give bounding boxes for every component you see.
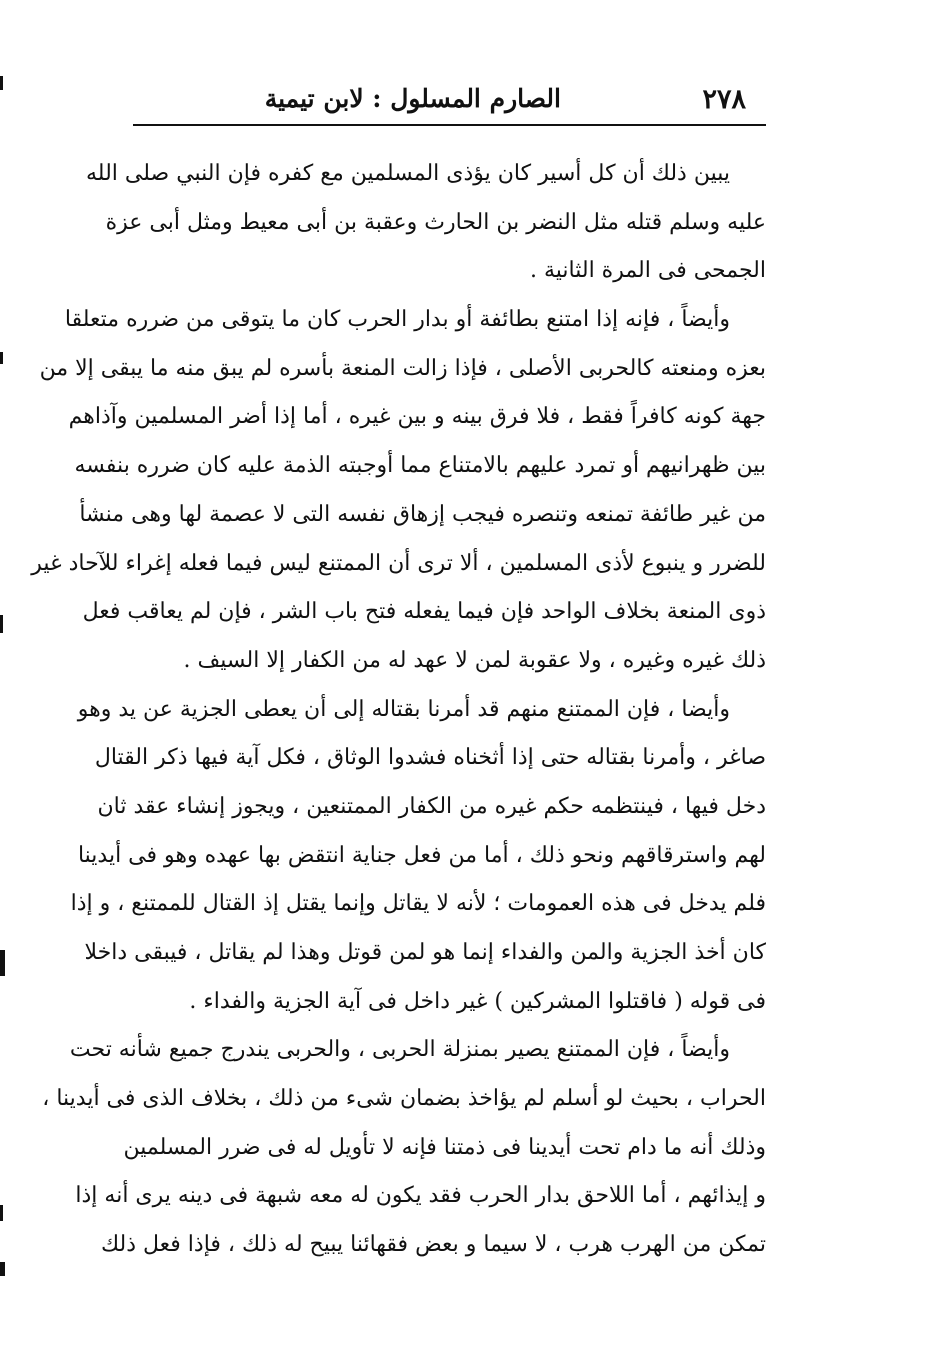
text-line: الجمحى فى المرة الثانية . xyxy=(529,258,766,284)
body-text xyxy=(31,150,766,1270)
text-line: يبين ذلك أن كل أسير كان يؤذى المسلمين مع كفره فإن النبي صلى الله xyxy=(86,161,730,186)
text-line: دخل فيها ، فينتظمه حكم غيره من الكفار الممتنعين ، ويجوز إنشاء عقد ثان xyxy=(97,793,766,819)
text-line: تمكن من الهرب هرب ، لا سيما و بعض فقهائنا يبيح له ذلك ، فإذا فعل ذلك xyxy=(100,1232,766,1258)
text-line: وأيضاً ، فإنه إذا امتنع بطائفة أو بدار الحرب كان ما يتوقى من ضرره متعلقا xyxy=(64,307,730,333)
text-line: جهة كونه كافراً فقط ، فلا فرق بينه و بين غيره ، أما إذا أضر المسلمين وآذاهم xyxy=(68,404,766,430)
margin-mark xyxy=(0,1205,3,1221)
text-line: وأيضاً ، فإن الممتنع يصير بمنزلة الحربى ، والحربى يندرج جميع شأنه تحت xyxy=(69,1037,730,1063)
margin-mark xyxy=(0,1262,5,1276)
margin-mark xyxy=(0,76,3,90)
text-line: صاغر ، وأمرنا بقتاله حتى إذا أثخناه فشدوا الوثاق ، فكل آية فيها ذكر القتال xyxy=(94,745,766,771)
text-line: ذلك غيره وغيره ، ولا عقوبة لمن لا عهد له من الكفار إلا السيف . xyxy=(183,647,766,673)
text-line: بين ظهرانيهم أو تمرد عليهم بالامتناع مما أوجبته الذمة عليه كان ضرره بنفسه xyxy=(74,453,766,479)
text-line: للضرر و ينبوع لأذى المسلمين ، ألا ترى أن الممتنع ليس فيما فعله إغراء للآحاد غير xyxy=(31,550,766,576)
page-number: ٢٧٨ xyxy=(702,84,746,115)
margin-mark xyxy=(0,352,3,364)
text-line: عليه وسلم قتله مثل النضر بن الحارث وعقبة بن أبى معيط ومثل أبى عزة xyxy=(105,209,766,235)
text-line: لهم واسترقاقهم ونحو ذلك ، أما من فعل جناية انتقض بها عهده وهو فى أيدينا xyxy=(77,842,766,868)
margin-mark xyxy=(0,950,5,976)
text-line: وأيضا ، فإن الممتنع منهم قد أمرنا بقتاله إلى أن يعطى الجزية عن يد وهو xyxy=(77,696,730,722)
text-line: بعزه ومنعته كالحربى الأصلى ، فإذا زالت المنعة بأسره لم يبق منه ما يبقى إلا من xyxy=(39,355,766,381)
running-title: الصارم المسلول : لابن تيمية xyxy=(264,84,561,113)
text-line: وذلك أنه ما دام تحت أيدينا فى ذمتنا فإنه لا تأويل له فى ضرر المسلمين xyxy=(123,1134,766,1160)
text-line: الحراب ، بحيث لو أسلم لم يؤاخذ بضمان شىء من ذلك ، بخلاف الذى فى أيدينا ، xyxy=(42,1086,766,1112)
text-line: و إيذائهم ، أما اللاحق بدار الحرب فقد يكون له معه شبهة فى دينه يرى أنه إذا xyxy=(75,1183,766,1209)
margin-mark xyxy=(0,615,3,633)
text-line: كان أخذ الجزية والمن والفداء إنما هو لمن قوتل وهذا لم يقاتل ، فيبقى داخلا xyxy=(84,940,766,965)
page-header xyxy=(133,78,766,122)
text-line: فلم يدخل فى هذه العمومات ؛ لأنه لا يقاتل وإنما يقتل إذ القتال للممتنع ، و إذا xyxy=(70,891,766,917)
text-line: من غير طائفة تمنعه وتنصره فيجب إزهاق نفسه التى لا عصمة لها وهى منشأ xyxy=(79,501,766,527)
text-line: فى قوله ( فاقتلوا المشركين ) غير داخل فى آية الجزية والفداء . xyxy=(189,988,766,1014)
text-line: ذوى المنعة بخلاف الواحد فإن فيما يفعله فتح باب الشر ، فإن لم يعاقب فعل xyxy=(82,599,766,625)
header-rule xyxy=(133,124,766,126)
